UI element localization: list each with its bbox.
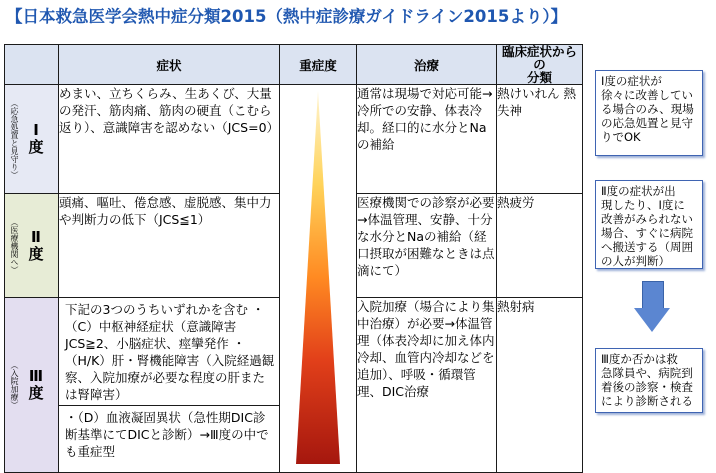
treatment-cell-3: 入院加療（場合により集中治療）が必要→体温管理（体表冷却に加え体内冷却、血管内冷却などを追加）、呼吸・循環管理、DIC治療 xyxy=(357,298,497,473)
header-classification xyxy=(497,45,583,85)
classification-table xyxy=(4,44,583,473)
down-arrow-icon xyxy=(634,281,670,333)
header-classification-line2: 分類 xyxy=(526,70,552,85)
classification-cell-3: 熱射病 xyxy=(497,298,583,473)
note-grade3-diagnosis: Ⅲ度か否かは救 急隊員や、病院到 着後の診察・検査 により診断される xyxy=(595,348,703,413)
header-classification-line1: 臨床症状からの xyxy=(501,44,577,72)
header-row xyxy=(5,45,583,85)
classification-cell-1: 熱けいれん 熱失神 xyxy=(497,85,583,194)
treatment-cell-1: 通常は現場で対応可能→冷所での安静、体表冷却。経口的に水分とNaの補給 xyxy=(357,85,497,194)
grade-cell-3 xyxy=(5,298,59,473)
header-grade xyxy=(5,45,59,85)
header-symptoms: 症状 xyxy=(59,45,280,85)
note-grade2-transport: Ⅱ度の症状が出 現したり、Ⅰ度に 改善がみられない 場合、すぐに病院 へ搬送する（周囲 の人が判断） xyxy=(595,180,703,269)
severity-triangle-icon xyxy=(296,91,340,464)
page-title: 【日本救急医学会熱中症分類2015（熱中症診療ガイドライン2015より）】 xyxy=(6,7,568,26)
symptoms-cell-3 xyxy=(59,298,280,473)
grade-row-1 xyxy=(5,85,583,194)
symptoms-cell-2: 頭痛、嘔吐、倦怠感、虚脱感、集中力や判断力の低下（JCS≦1） xyxy=(59,194,280,298)
grade-label-3: Ⅲ 度 xyxy=(28,367,44,402)
header-severity: 重症度 xyxy=(280,45,357,85)
grade-cell-1 xyxy=(5,85,59,194)
symptoms-3-main: 下記の3つのうちいずれかを含む ・（C）中枢神経症状（意識障害JCS≧2、小脳症状、痙攣発作 ・（H/K）肝・腎機能障害（入院経過観察、入院加療が必要な程度の肝または腎障害） xyxy=(65,302,275,402)
grade-label-2: Ⅱ 度 xyxy=(28,227,44,263)
grade-side-3: （入院加療） xyxy=(10,361,19,409)
treatment-cell-2: 医療機関での診察が必要→体温管理、安静、十分な水分とNaの補給（経口摂取が困難なときは点滴にて） xyxy=(357,194,497,298)
grade-label-1: Ⅰ 度 xyxy=(28,121,44,156)
classification-cell-2: 熱疲労 xyxy=(497,194,583,298)
grade-side-2: （医療機関へ） xyxy=(10,217,19,274)
severity-cell xyxy=(280,85,357,473)
symptoms-cell-1: めまい、立ちくらみ、生あくび、大量の発汗、筋肉痛、筋肉の硬直（こむら返り）、意識障害を認めない（JCS=0） xyxy=(59,85,280,194)
grade-side-1: （応急処置と見守り） xyxy=(10,99,19,179)
symptoms-3-severe: ・（D）血液凝固異状（急性期DIC診断基準にてDICと診断）→Ⅲ度の中でも重症型 xyxy=(59,405,279,462)
header-treatment: 治療 xyxy=(357,45,497,85)
note-grade1-observation: Ⅰ度の症状が 徐々に改善している場合のみ、現場 の応急処置と見守 りでOK xyxy=(595,70,703,156)
grade-cell-2 xyxy=(5,194,59,298)
